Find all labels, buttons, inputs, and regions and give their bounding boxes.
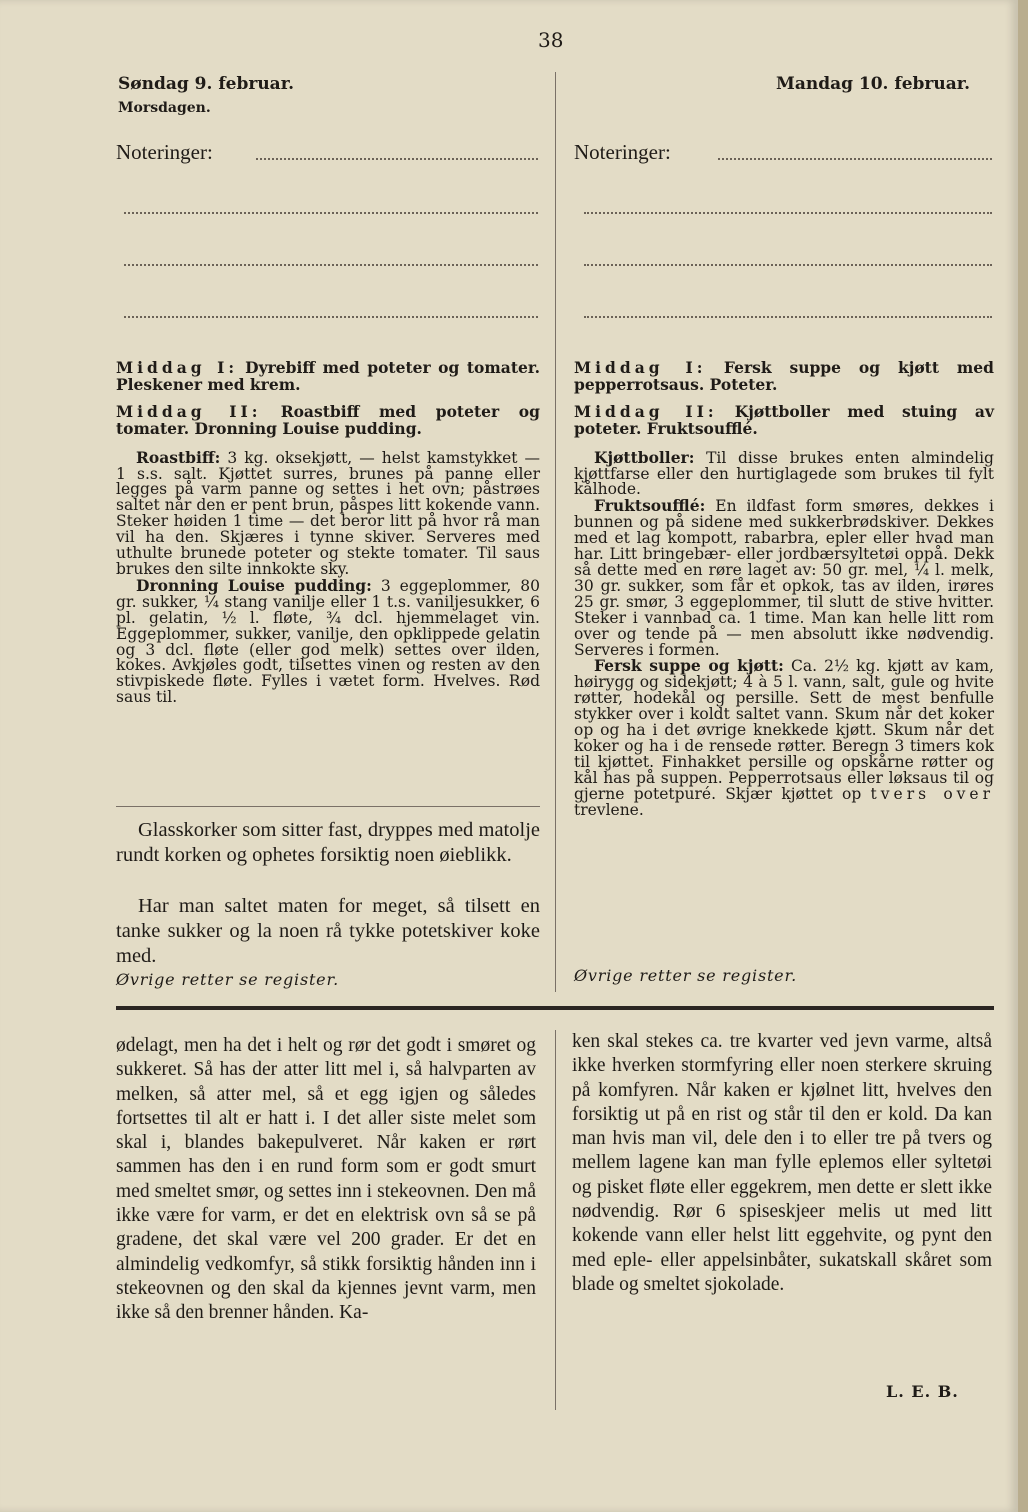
left-notes-line[interactable] bbox=[124, 212, 538, 214]
menu-text: Roastbiff med poteter og tomater. Dronning Louise pudding. bbox=[116, 401, 540, 438]
recipe-dronning-louise-pudding bbox=[116, 575, 540, 707]
recipe-text: 3 eggeplommer, 80 gr. sukker, ¼ stang vanilje eller 1 t.s. vaniljesukker, 6 pl. gelatin, ½ l. fløte, ¾ dcl. hjemmelaget vin. Eggeplommer, sukker, vanilje, den opklippede gelatin og 3 dcl. fløte (eller god melk) settes over ilden, kokes. Avkjøles godt, tilsettes vinen og resten av den stivpiskede fløte. Fylles i vætet form. Hvelves. Rød saus til. bbox=[116, 576, 540, 707]
recipe-fruktsouffle bbox=[574, 498, 994, 658]
left-day-heading: Søndag 9. februar. bbox=[118, 74, 295, 94]
right-recipes bbox=[574, 360, 994, 818]
left-menu-1 bbox=[116, 360, 540, 394]
right-day-heading: Mandag 10. februar. bbox=[776, 74, 971, 94]
recipe-text-spaced: tvers over bbox=[870, 784, 994, 803]
left-occasion: Morsdagen. bbox=[118, 100, 211, 116]
left-notes-line[interactable] bbox=[124, 264, 538, 266]
left-notes-line[interactable] bbox=[124, 316, 538, 318]
left-menu-2 bbox=[116, 401, 540, 438]
left-notes-line[interactable] bbox=[256, 158, 538, 160]
article-left-column: ødelagt, men ha det i helt og rør det godt i smøret og sukkeret. Så has der atter litt mel i, så halvparten av melken, så atter mel, så et egg igjen og således fortsettes til alt er hatt i. I det aller siste melet som skal i, blandes bakepulveret. Når kaken er rørt sammen has den i en rund form som er godt smurt med smeltet smør, og settes inn i stekeovnen. Den må ikke være for varm, er det en elektrisk ovn så se på gradene, det skal være vel 200 grader. Er det en almindelig vedkomfyr, så stikk forsiktig hånden inn i stekeovnen og den skal da kjennes jevnt varm, men ikke så den brenner hånden. Ka- bbox=[116, 1035, 536, 1324]
recipe-text: Ca. 2½ kg. kjøtt av kam, høirygg og sidekjøtt; 4 à 5 l. vann, salt, gule og hvite røtter, hodekål og persille. Sett de mest benfulle stykker over i koldt saltet vann. Skum når det koker op og ha i det øvrige knekkede kjøtt. Skum når det koker og ha i de rensede røtter. Beregn 3 timers kok til kjøttet. Finhakket persille og opskårne røtter og kål has på suppen. Pepperrotsaus eller løksaus til og gjerne potetpuré. Skjær kjøttet op bbox=[574, 657, 994, 803]
menu-label: Middag I: bbox=[116, 358, 239, 377]
right-notes-line[interactable] bbox=[718, 158, 992, 160]
recipe-text: trevlene. bbox=[574, 800, 644, 819]
right-menu-1 bbox=[574, 360, 994, 394]
column-divider bbox=[555, 72, 556, 992]
recipe-text: En ildfast form smøres, dekkes i bunnen og på sidene med sukkerbrødskiver. Dekkes med et lag kompott, rabarbra, epler eller hvad man har. Litt bringebær- eller jordbærsyltetøi oppå. Dekk så dette med en røre laget av: 50 gr. mel, ¼ l. melk, 30 gr. sukker, som får et opkok, tas av ilden, irøres 25 gr. smør, 3 eggeplommer, til slutt de stive hvitter. Steker i vannbad ca. 1 time. Man kan helle litt rom over og tende på — men absolutt ikke nødvendig. Serveres i formen. bbox=[574, 497, 994, 659]
right-notes-line[interactable] bbox=[584, 316, 992, 318]
tip-glass-corks: Glasskorker som sitter fast, dryppes med matolje rundt korken og ophetes forsiktig noen øieblikk. bbox=[116, 819, 540, 866]
article-column-divider bbox=[555, 1030, 556, 1410]
tip-salted-food: Har man saltet maten for meget, så tilsett en tanke sukker og la noen rå tykke potetskiver koke med. bbox=[116, 895, 540, 967]
left-notes-label: Noteringer: bbox=[116, 140, 213, 164]
left-recipes bbox=[116, 360, 540, 706]
right-footer-register: Øvrige retter se register. bbox=[574, 966, 798, 985]
right-menu-2 bbox=[574, 401, 994, 438]
recipe-fersk-suppe bbox=[574, 658, 994, 818]
recipe-text: 3 kg. oksekjøtt, — helst kamstykket — 1 s.s. salt. Kjøttet surres, brunes på panne eller legges på varm panne og settes i het ovn; påstrøes saltet når den er pent brun, påspes litt kokende vann. Steker høiden 1 time — det beror litt på hvor rå man vil ha den. Skjæres i tynne skiver. Serveres med uthulte brunede poteter og stekte tomater. Til saus brukes den silte innkokte sky. bbox=[116, 448, 540, 578]
menu-label: Middag II: bbox=[116, 401, 262, 421]
book-spine-edge bbox=[1018, 0, 1028, 1512]
menu-text: Dyrebiff med poteter og tomater. Pleskener med krem. bbox=[116, 358, 540, 394]
section-separator bbox=[116, 1006, 994, 1010]
menu-text: Fersk suppe og kjøtt med pepperrotsaus. Poteter. bbox=[574, 358, 994, 394]
menu-text: Kjøttboller med stuing av poteter. Fruktsoufflé. bbox=[574, 401, 994, 438]
page-number: 38 bbox=[538, 28, 564, 52]
left-footer-register: Øvrige retter se register. bbox=[116, 970, 340, 989]
article-right-column: ken skal stekes ca. tre kvarter ved jevn varme, altså ikke hverken stormfyring eller noen sterkere skruing på komfyren. Når kaken er kjølnet litt, hvelves den forsiktig ut på en rist og står til den er kold. Da kan man hvis man vil, dele den i to eller tre på tvers og mellem lagene kan man fylle eplemos eller syltetøi og pisket fløte eller eggekrem, men dette er slett ikke nødvendig. Rør 6 spiseskjeer melis ut med litt kokende vann eller helst litt eggehvite, og pynt den med eple- eller appelsinbåter, sukatskall skåret som blade og smeltet sjokolade. bbox=[572, 1031, 992, 1295]
right-notes-line[interactable] bbox=[584, 264, 992, 266]
recipe-title: Kjøttboller: bbox=[594, 447, 695, 467]
recipe-title: Fersk suppe og kjøtt: bbox=[594, 656, 784, 676]
right-notes-label: Noteringer: bbox=[574, 140, 671, 164]
recipe-title: Dronning Louise pudding: bbox=[136, 575, 372, 595]
menu-label: Middag II: bbox=[574, 401, 718, 421]
article-signature: L. E. B. bbox=[886, 1382, 959, 1401]
recipe-text: Til disse brukes enten almindelig kjøttfarse eller den hurtiglagede som brukes til fylt kålhode. bbox=[574, 448, 994, 499]
recipe-kjottboller bbox=[574, 447, 994, 499]
menu-label: Middag I: bbox=[574, 358, 707, 377]
recipe-title: Roastbiff: bbox=[136, 447, 221, 467]
recipe-roastbiff bbox=[116, 447, 540, 578]
recipe-title: Fruktsoufflé: bbox=[594, 496, 706, 516]
right-notes-line[interactable] bbox=[584, 212, 992, 214]
separator-line bbox=[116, 806, 540, 807]
